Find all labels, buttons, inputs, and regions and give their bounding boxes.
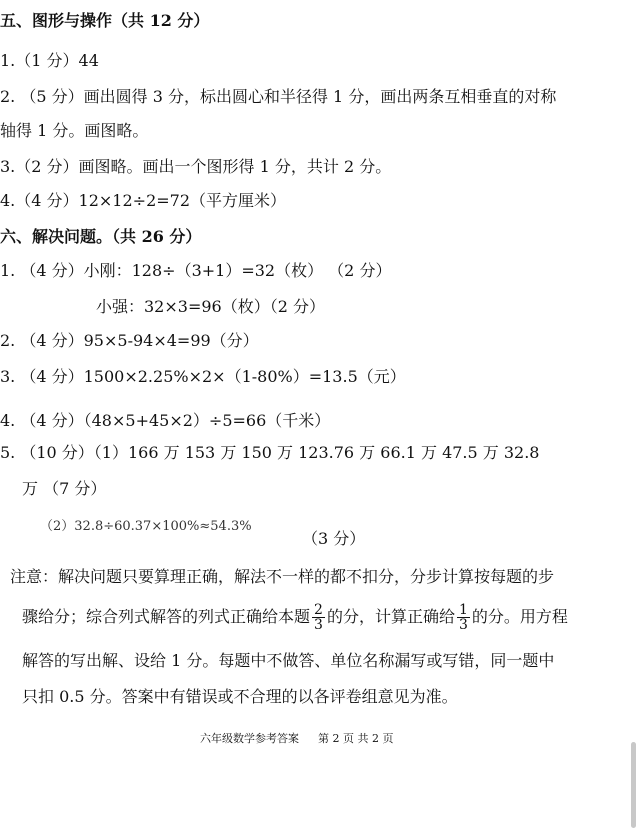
section5-item-4: 4.（4 分）12×12÷2=72（平方厘米） bbox=[0, 191, 287, 210]
section5-item-1: 1.（1 分）44 bbox=[0, 51, 99, 70]
note-line-4: 只扣 0.5 分。答案中有错误或不合理的以各评卷组意见为准。 bbox=[22, 687, 458, 706]
note-line-3: 解答的写出解、设给 1 分。每题中不做答、单位名称漏写或写错，同一题中 bbox=[22, 651, 555, 670]
note-text-2a: 骤给分；综合列式解答的列式正确给本题 bbox=[22, 607, 311, 626]
section6-q5-part2: （2）32.8÷60.37×100%≈54.3% bbox=[40, 519, 252, 534]
section6-q5-part2-score: （3 分） bbox=[302, 529, 366, 548]
note-text-2b: 的分，计算正确给 bbox=[326, 607, 455, 626]
section6-q1-line1: 1. （4 分）小刚：128÷（3+1）=32（枚） （2 分） bbox=[0, 261, 392, 280]
note-line-1 bbox=[10, 566, 554, 588]
section5-item-2: 2. （5 分）画出圆得 3 分，标出圆心和半径得 1 分，画出两条互相垂直的对称 bbox=[0, 87, 557, 106]
section6-q3: 3. （4 分）1500×2.25%×2×（1-80%）=13.5（元） bbox=[0, 367, 406, 386]
note-line-2 bbox=[22, 600, 568, 634]
section6-q5-line2: 万 （7 分） bbox=[22, 479, 107, 498]
note-text-2c: 的分。用方程 bbox=[471, 607, 568, 626]
note-label: 注意 bbox=[10, 567, 43, 586]
fraction-two-thirds: $\frac{2}{3}$ bbox=[314, 602, 323, 633]
section5-heading: 五、图形与操作（共 12 分） bbox=[0, 11, 210, 30]
footer-title: 六年级数学参考答案 bbox=[200, 732, 299, 745]
section6-q5-line1: 5. （10 分）（1）166 万 153 万 150 万 123.76 万 66.1 万 47.5 万 32.8 bbox=[0, 443, 540, 462]
note-text-1: ：解决问题只要算理正确，解法不一样的都不扣分，分步计算按每题的步 bbox=[42, 567, 555, 586]
section6-q2: 2. （4 分）95×5-94×4=99（分） bbox=[0, 331, 259, 350]
section6-q1-line2: 小强：32×3=96（枚）（2 分） bbox=[96, 297, 325, 316]
footer-page-number: 第 2 页 共 2 页 bbox=[318, 732, 394, 745]
section6-heading: 六、解决问题。（共 26 分） bbox=[0, 227, 202, 246]
vertical-scrollbar[interactable] bbox=[631, 742, 636, 828]
section5-item-3: 3.（2 分）画图略。画出一个图形得 1 分，共计 2 分。 bbox=[0, 157, 392, 176]
section6-q4: 4. （4 分）（48×5+45×2）÷5=66（千米） bbox=[0, 411, 331, 430]
fraction-one-third: $\frac{1}{3}$ bbox=[458, 602, 468, 633]
section5-item-2-cont: 轴得 1 分。画图略。 bbox=[0, 121, 149, 140]
